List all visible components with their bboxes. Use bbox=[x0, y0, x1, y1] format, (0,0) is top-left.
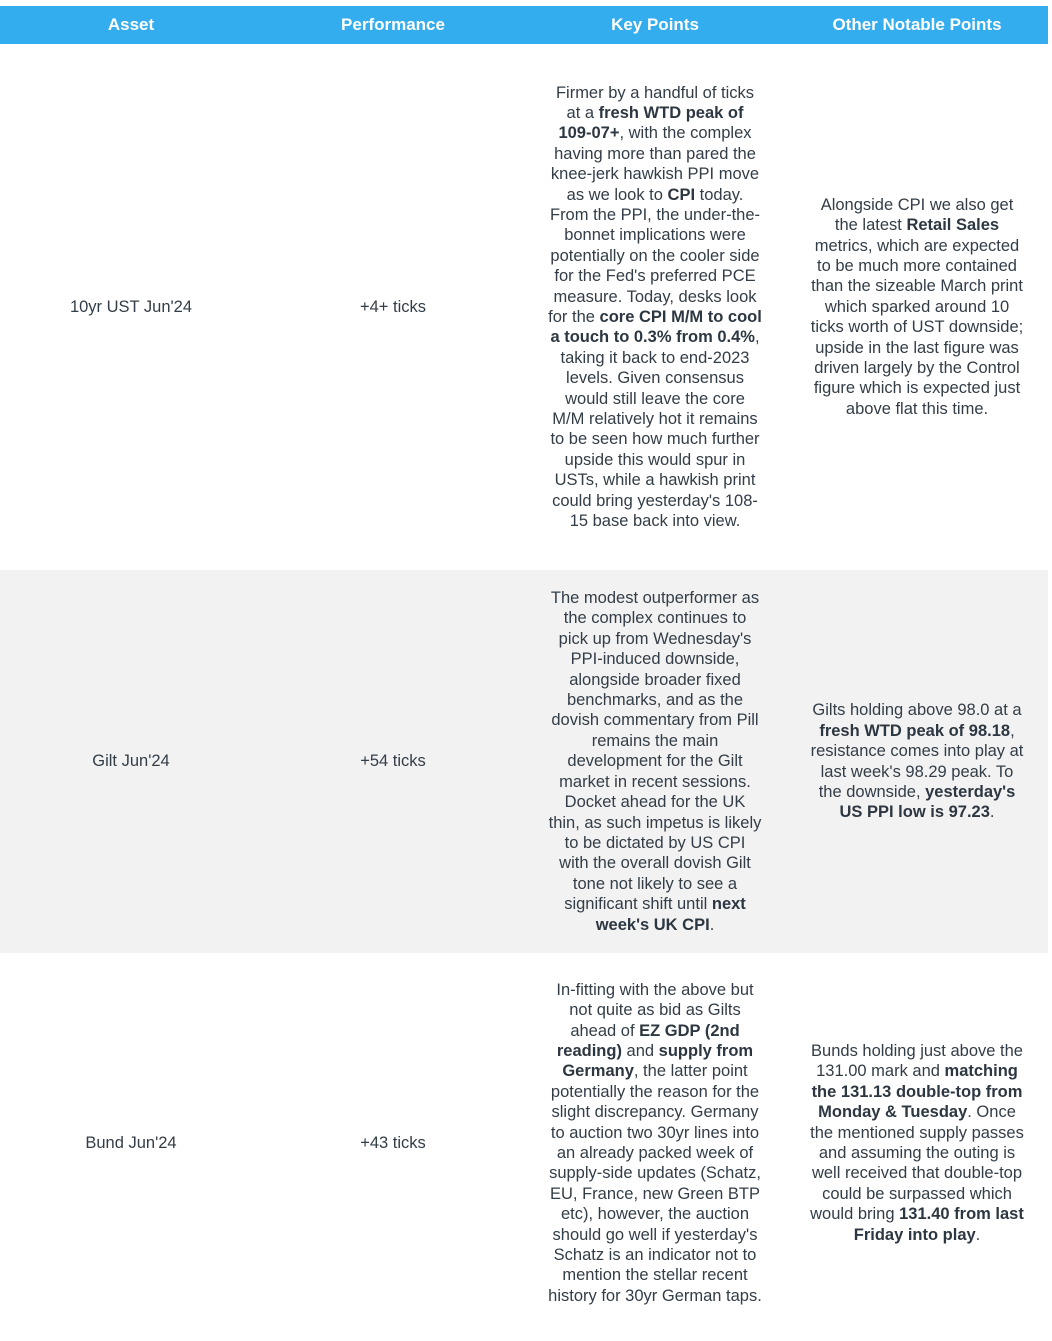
bold-text: CPI bbox=[667, 185, 696, 204]
table-row bbox=[0, 953, 1048, 1333]
key-points-text: In-fitting with the above but not quite as bid as Gilts ahead of EZ GDP (2nd reading) and supply from Germany, the latter point potentially the reason for the slight discrepancy. Germany to auction two 30yr lines into an already packed week of supply-side updates (Schatz, EU, France, new Green BTP etc), however, the auction should go well if yesterday's Schatz is an indicator not to mention the stellar recent history for 30yr German taps. bbox=[548, 980, 762, 1305]
performance-cell: +4+ ticks bbox=[359, 297, 427, 316]
key-points-text: The modest outperformer as the complex continues to pick up from Wednesday's PPI-induced downside, alongside broader fixed benchmarks, and as the dovish commentary from Pill remains the main development for the Gilt market in recent sessions. Docket ahead for the UK thin, as such impetus is likely to be dictated by US CPI with the overall dovish Gilt tone not likely to see a significant shift until next week's UK CPI. bbox=[548, 589, 762, 934]
bold-text: supply from Germany bbox=[562, 1041, 754, 1081]
bold-text: core CPI M/M to cool a touch to 0.3% from 0.4% bbox=[550, 308, 762, 347]
other-points-text: Gilts holding above 98.0 at a fresh WTD peak of 98.18, resistance comes into play at last week's 98.29 peak. To the downside, yesterday's US PPI low is 97.23. bbox=[810, 701, 1024, 822]
table-row bbox=[0, 44, 1048, 570]
bold-text: Retail Sales bbox=[906, 216, 1000, 235]
other-points-text: Alongside CPI we also get the latest Retail Sales metrics, which are expected to be much more contained than the sizeable March print which sparked around 10 ticks worth of UST downside; upside in the last figure was driven largely by the Control figure which is expected just above flat this time. bbox=[810, 195, 1024, 418]
key-points-cell bbox=[524, 953, 786, 1333]
table-row bbox=[0, 570, 1048, 953]
performance-cell: +43 ticks bbox=[360, 1133, 426, 1152]
bold-text: yesterday's US PPI low is 97.23 bbox=[839, 782, 1016, 822]
asset-cell: Bund Jun'24 bbox=[85, 1133, 177, 1152]
asset-cell: 10yr UST Jun'24 bbox=[69, 297, 193, 316]
bold-text: 131.40 from last Friday into play bbox=[853, 1205, 1024, 1244]
market-table bbox=[0, 6, 1048, 1333]
key-points-cell bbox=[524, 44, 786, 570]
other-points-cell bbox=[786, 44, 1048, 570]
table-header bbox=[0, 6, 1048, 44]
bold-text: fresh WTD peak of 109-07+ bbox=[558, 103, 744, 143]
header-row bbox=[0, 6, 1048, 44]
header-key-points: Key Points bbox=[524, 6, 786, 44]
bold-text: matching the 131.13 double-top from Monday & Tuesday bbox=[811, 1062, 1023, 1122]
key-points-cell bbox=[524, 570, 786, 953]
bold-text: EZ GDP (2nd reading) bbox=[556, 1021, 740, 1060]
asset-cell: Gilt Jun'24 bbox=[0, 570, 262, 953]
header-performance: Performance bbox=[262, 6, 524, 44]
bold-text: next week's UK CPI bbox=[595, 895, 746, 934]
header-asset: Asset bbox=[0, 6, 262, 44]
bold-text: fresh WTD peak of 98.18 bbox=[819, 721, 1011, 740]
performance-cell: +54 ticks bbox=[262, 570, 524, 953]
other-points-cell bbox=[786, 953, 1048, 1333]
key-points-text: Firmer by a handful of ticks at a fresh WTD peak of 109-07+, with the complex having more than pared the knee-jerk hawkish PPI move as we look to CPI today. From the PPI, the under-the-bonnet implications were potentially on the cooler side for the Fed's preferred PCE measure. Today, desks look for the core CPI M/M to cool a touch to 0.3% from 0.4%, taking it back to end-2023 levels. Given consensus would still leave the core M/M relatively hot it remains to be seen how much further upside this would spur in USTs, while a hawkish print could bring yesterday's 108-15 base back into view. bbox=[548, 83, 762, 531]
other-points-cell bbox=[786, 570, 1048, 953]
other-points-text: Bunds holding just above the 131.00 mark and matching the 131.13 double-top from Monday & Tuesday. Once the mentioned supply passes and assuming the outing is well received that double-top could be surpassed which would bring 131.40 from last Friday into play. bbox=[810, 1041, 1024, 1244]
header-other-points: Other Notable Points bbox=[786, 6, 1048, 44]
